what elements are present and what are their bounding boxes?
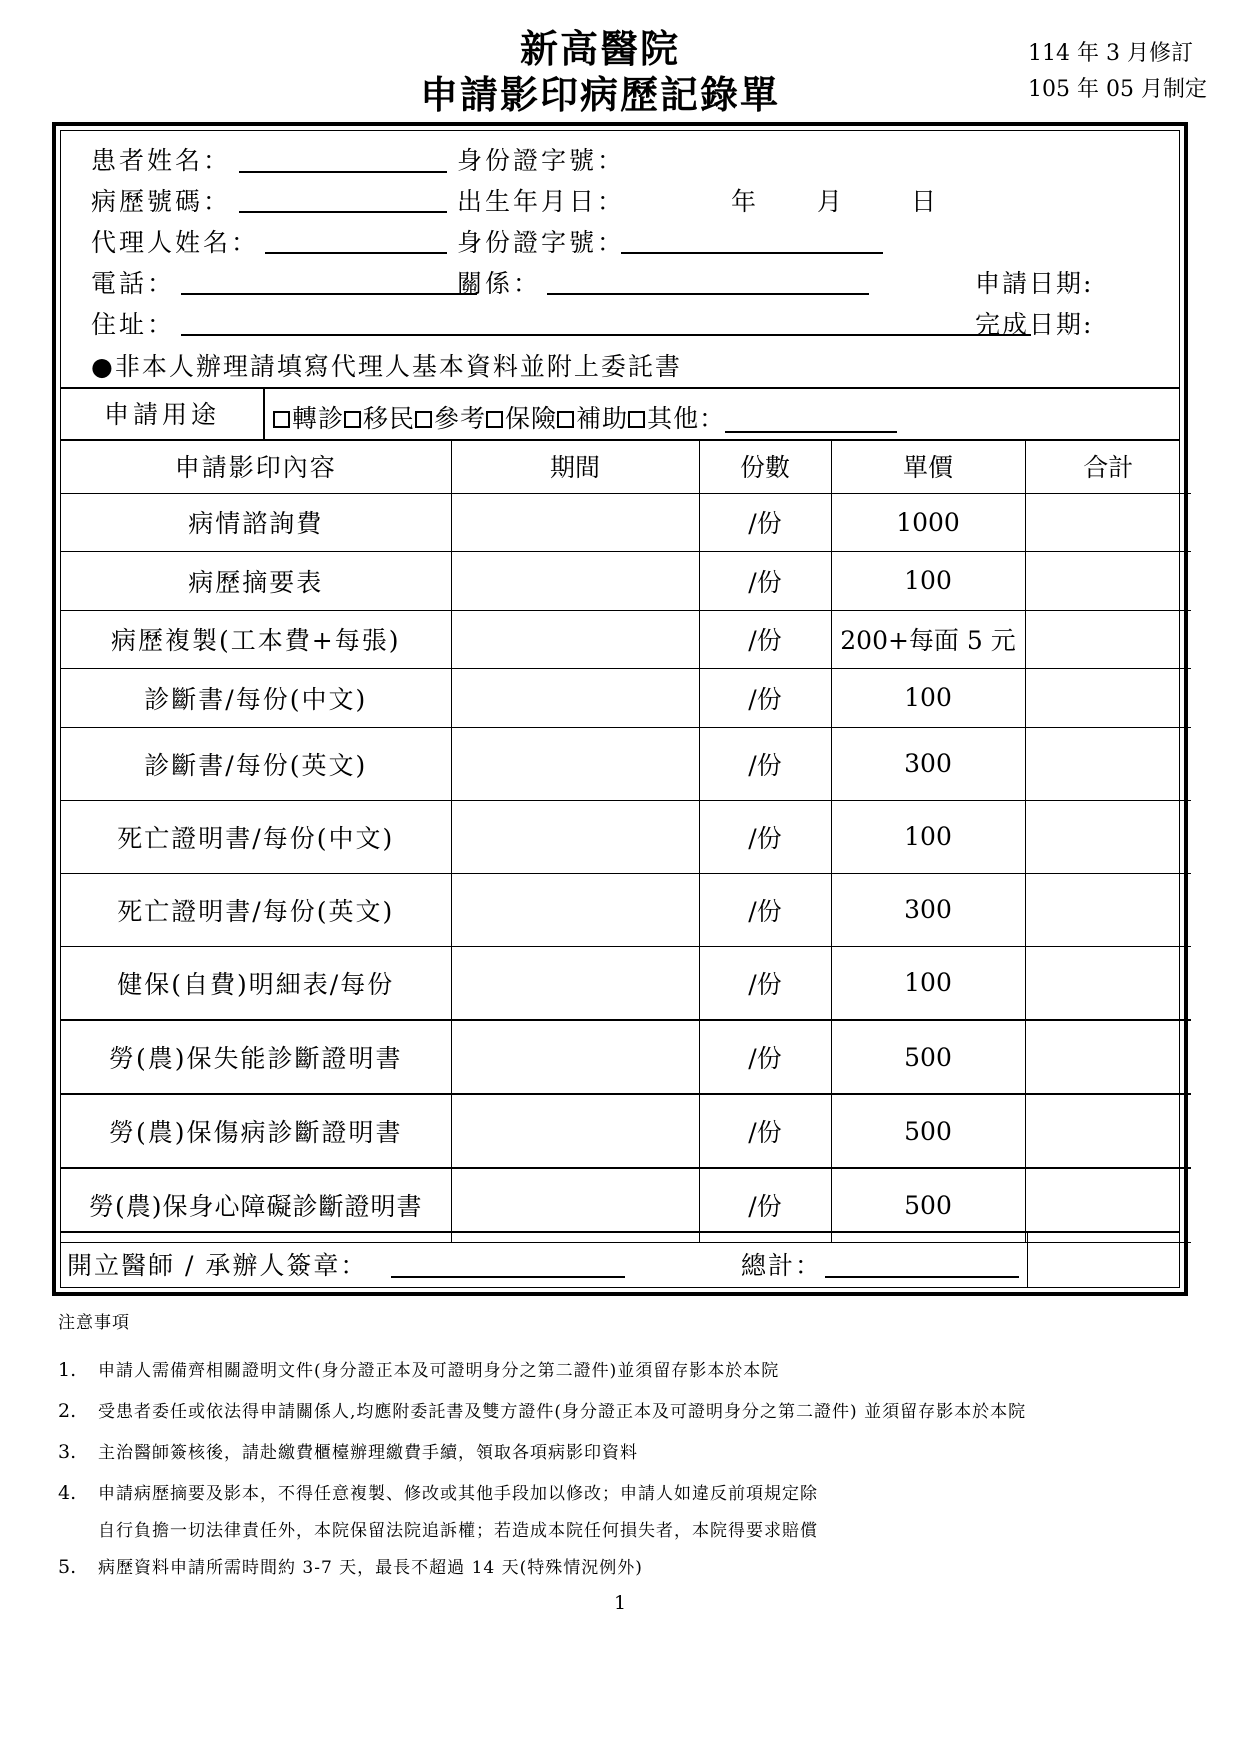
unit-price-cell: 1000: [831, 493, 1025, 551]
copies-cell[interactable]: /份: [699, 873, 831, 946]
row-item: 診斷書/每份(英文): [61, 727, 451, 800]
copies-cell[interactable]: /份: [699, 800, 831, 873]
row-item: 死亡證明書/每份(英文): [61, 873, 451, 946]
row-item: 病歷摘要表: [61, 551, 451, 610]
note-item: 1. 申請人需備齊相關證明文件(身分證正本及可證明身分之第二證件)並須留存影本於本院: [58, 1359, 780, 1381]
subtotal-cell[interactable]: [1025, 946, 1191, 1020]
subtotal-cell[interactable]: [1025, 493, 1191, 551]
relation-field[interactable]: [547, 293, 869, 295]
row-item: 勞(農)保身心障礙診斷證明書: [61, 1168, 451, 1242]
copies-cell[interactable]: /份: [699, 610, 831, 668]
note-item: 2. 受患者委任或依法得申請關係人,均應附委託書及雙方證件(身分證正本及可證明身分之第二證件) 並須留存影本於本院: [58, 1400, 1027, 1422]
copies-cell[interactable]: /份: [699, 551, 831, 610]
column-header-total: 合計: [1025, 439, 1191, 493]
row-item: 勞(農)保傷病診斷證明書: [61, 1094, 451, 1168]
unit-price-cell: 300: [831, 873, 1025, 946]
subtotal-cell[interactable]: [1025, 610, 1191, 668]
copies-cell[interactable]: /份: [699, 727, 831, 800]
table-row: [61, 946, 1191, 1020]
row-item: 診斷書/每份(中文): [61, 668, 451, 727]
table-row: [61, 873, 1191, 946]
copies-cell[interactable]: /份: [699, 1094, 831, 1168]
unit-price-cell: 500: [831, 1168, 1025, 1242]
note-item: 自行負擔一切法律責任外，本院保留法院追訴權；若造成本院任何損失者，本院得要求賠償: [98, 1521, 818, 1541]
birth-day-label: 日: [911, 187, 937, 216]
period-cell[interactable]: [451, 1020, 699, 1094]
unit-price-cell: 100: [831, 946, 1025, 1020]
unit-price-cell: 300: [831, 727, 1025, 800]
note-item: 3. 主治醫師簽核後，請赴繳費櫃檯辦理繳費手續，領取各項病影印資料: [58, 1441, 638, 1463]
complete-date-label: 完成日期:: [975, 310, 1094, 339]
unit-price-cell: 500: [831, 1020, 1025, 1094]
purpose-label: 申請用途: [61, 387, 265, 439]
birth-year-label: 年: [731, 187, 757, 216]
notes-heading: 注意事項: [58, 1313, 130, 1333]
patient-name-field[interactable]: [239, 171, 447, 173]
table-row: [61, 727, 1191, 800]
column-header-unit-price: 單價: [831, 439, 1025, 493]
phone-field[interactable]: [181, 293, 477, 295]
copies-cell[interactable]: /份: [699, 1020, 831, 1094]
copies-cell[interactable]: /份: [699, 493, 831, 551]
subtotal-cell[interactable]: [1025, 873, 1191, 946]
subtotal-cell[interactable]: [1025, 668, 1191, 727]
subtotal-cell[interactable]: [1025, 551, 1191, 610]
row-item: 健保(自費)明細表/每份: [61, 946, 451, 1020]
agent-id-number-label: 身份證字號：: [457, 228, 626, 257]
unit-price-cell: 100: [831, 800, 1025, 873]
apply-date-label: 申請日期:: [975, 269, 1094, 298]
unit-price-cell: 100: [831, 551, 1025, 610]
total-label: 總計：: [741, 1251, 823, 1280]
purpose-option-insurance[interactable]: 保險: [486, 404, 557, 433]
copies-cell[interactable]: /份: [699, 668, 831, 727]
table-row: [61, 1020, 1191, 1094]
unit-price-cell: 100: [831, 668, 1025, 727]
period-cell[interactable]: [451, 1094, 699, 1168]
note-item: 4. 申請病歷摘要及影本，不得任意複製、修改或其他手段加以修改；申請人如違反前項規定除: [58, 1482, 818, 1504]
column-header-content: 申請影印內容: [61, 439, 451, 493]
birth-month-label: 月: [817, 187, 843, 216]
checkbox-icon[interactable]: [415, 411, 432, 428]
copies-cell[interactable]: /份: [699, 946, 831, 1020]
agent-name-label: 代理人姓名：: [91, 228, 260, 257]
purpose-options: [273, 399, 897, 435]
table-row: [61, 610, 1191, 668]
agent-id-number-field[interactable]: [621, 252, 883, 254]
proxy-note: ●非本人辦理請填寫代理人基本資料並附上委託書: [91, 352, 682, 381]
purpose-section: [61, 387, 1179, 441]
unit-price-cell: 500: [831, 1094, 1025, 1168]
row-item: 病歷複製(工本費+每張): [61, 610, 451, 668]
revision-info: [1028, 36, 1207, 108]
period-cell[interactable]: [451, 551, 699, 610]
address-label: 住址：: [91, 310, 176, 339]
applicant-info-section: [61, 131, 1179, 389]
period-cell[interactable]: [451, 727, 699, 800]
table-row: [61, 1094, 1191, 1168]
record-number-field[interactable]: [239, 211, 447, 213]
total-divider: [1027, 1233, 1028, 1287]
relation-label: 關係：: [457, 269, 542, 298]
note-item: 5. 病歷資料申請所需時間約 3-7 天，最長不超過 14 天(特殊情況例外): [58, 1556, 643, 1578]
hospital-name: 新高醫院: [519, 26, 680, 71]
purpose-option-immigration[interactable]: 移民: [344, 404, 415, 433]
checkbox-icon[interactable]: [486, 411, 503, 428]
table-row: [61, 551, 1191, 610]
agent-name-field[interactable]: [265, 252, 447, 254]
row-item: 勞(農)保失能診斷證明書: [61, 1020, 451, 1094]
period-cell[interactable]: [451, 946, 699, 1020]
table-row: [61, 493, 1191, 551]
created-date: 105 年 05 月制定: [1028, 77, 1207, 102]
checkbox-icon[interactable]: [557, 411, 574, 428]
subtotal-cell[interactable]: [1025, 1020, 1191, 1094]
subtotal-cell[interactable]: [1025, 1094, 1191, 1168]
table-header-row: [61, 439, 1191, 493]
checkbox-icon[interactable]: [273, 411, 290, 428]
period-cell[interactable]: [451, 800, 699, 873]
signature-label: 開立醫師 / 承辦人簽章：: [67, 1251, 368, 1280]
address-field[interactable]: [181, 334, 1031, 336]
period-cell[interactable]: [451, 610, 699, 668]
period-cell[interactable]: [451, 873, 699, 946]
subtotal-cell[interactable]: [1025, 727, 1191, 800]
revised-date: 114 年 3 月修訂: [1028, 41, 1193, 66]
table-row: [61, 668, 1191, 727]
purpose-option-subsidy[interactable]: 補助: [557, 404, 628, 433]
record-number-label: 病歷號碼：: [91, 187, 232, 216]
application-form: [52, 122, 1188, 1296]
grand-total-field[interactable]: [825, 1276, 1019, 1278]
form-title: 申請影印病歷記錄單: [419, 72, 780, 117]
unit-price-cell: 200+每面 5 元: [831, 610, 1025, 668]
id-number-label: 身份證字號：: [457, 146, 626, 175]
birth-date-label: 出生年月日：: [457, 187, 626, 216]
signature-row: [61, 1231, 1179, 1287]
column-header-copies: 份數: [699, 439, 831, 493]
row-item: 病情諮詢費: [61, 493, 451, 551]
checkbox-icon[interactable]: [628, 411, 645, 428]
purpose-option-referral[interactable]: 轉診: [273, 404, 344, 433]
patient-name-label: 患者姓名：: [91, 146, 232, 175]
purpose-other-field[interactable]: [725, 407, 897, 433]
page-number: 1: [613, 1592, 627, 1614]
period-cell[interactable]: [451, 668, 699, 727]
phone-label: 電話：: [91, 269, 176, 298]
fee-table: [61, 439, 1191, 1243]
table-row: [61, 800, 1191, 873]
form-inner-frame: [60, 130, 1180, 1288]
period-cell[interactable]: [451, 493, 699, 551]
subtotal-cell[interactable]: [1025, 800, 1191, 873]
purpose-option-other[interactable]: 其他：: [628, 404, 725, 433]
signature-field[interactable]: [391, 1276, 625, 1278]
copies-cell[interactable]: /份: [699, 1168, 831, 1242]
row-item: 死亡證明書/每份(中文): [61, 800, 451, 873]
column-header-period: 期間: [451, 439, 699, 493]
purpose-option-reference[interactable]: 參考: [415, 404, 486, 433]
checkbox-icon[interactable]: [344, 411, 361, 428]
